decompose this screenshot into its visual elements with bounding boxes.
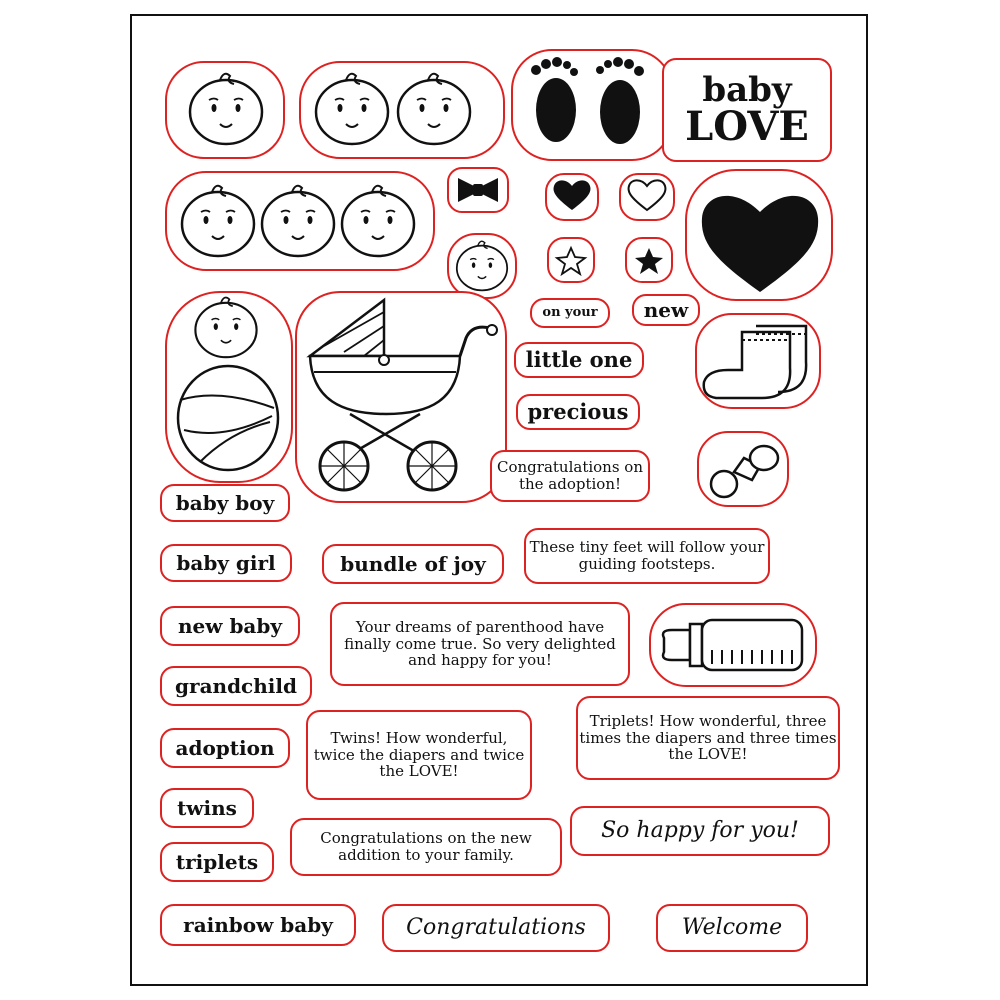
swaddled-baby-icon xyxy=(166,292,292,482)
star-icon xyxy=(626,238,672,282)
little-one-stamp: little one xyxy=(514,342,644,378)
baby-socks-icon xyxy=(696,314,820,408)
congratulations-stamp: Congratulations xyxy=(382,904,610,952)
congrats-adoption-stamp: Congratulations on the adoption! xyxy=(490,450,650,502)
baby-footprints-icon xyxy=(512,50,672,160)
baby-love-line-2: LOVE xyxy=(685,103,809,150)
baby-love-line-1: baby xyxy=(702,70,792,110)
so-happy-stamp: So happy for you! xyxy=(570,806,830,856)
precious-stamp: precious xyxy=(516,394,640,430)
star-outline-icon xyxy=(548,238,594,282)
on-your-stamp: on your xyxy=(530,298,610,328)
baby-boy-stamp: baby boy xyxy=(160,484,290,522)
rainbow-baby-stamp: rainbow baby xyxy=(160,904,356,946)
new-stamp: new xyxy=(632,294,700,326)
bow-tie-icon xyxy=(448,168,508,212)
heart-outline-icon xyxy=(620,174,674,220)
triplets-stamp: triplets xyxy=(160,842,274,882)
heart-icon xyxy=(546,174,598,220)
baby-carriage-icon xyxy=(296,292,506,502)
congrats-addition-stamp: Congratulations on the new addition to your family. xyxy=(290,818,562,876)
baby-girl-stamp: baby girl xyxy=(160,544,292,582)
parenthood-stamp: Your dreams of parenthood have finally come true. So very delighted and happy for you! xyxy=(330,602,630,686)
baby-love-stamp xyxy=(662,58,832,162)
small-baby-face-icon xyxy=(448,234,516,298)
new-baby-stamp: new baby xyxy=(160,606,300,646)
bundle-of-joy-stamp: bundle of joy xyxy=(322,544,504,584)
twins-message-stamp: Twins! How wonderful, twice the diapers and twice the LOVE! xyxy=(306,710,532,800)
baby-bottle-icon xyxy=(650,604,816,686)
adoption-stamp: adoption xyxy=(160,728,290,768)
tiny-feet-stamp: These tiny feet will follow your guiding footsteps. xyxy=(524,528,770,584)
twin-faces-icon xyxy=(300,62,504,158)
pacifier-icon xyxy=(698,432,788,506)
big-heart-icon xyxy=(686,170,832,300)
twins-stamp: twins xyxy=(160,788,254,828)
baby-face-icon xyxy=(166,62,284,158)
triplets-message-stamp: Triplets! How wonderful, three times the diapers and three times the LOVE! xyxy=(576,696,840,780)
triplet-faces-icon xyxy=(166,172,434,270)
grandchild-stamp: grandchild xyxy=(160,666,312,706)
welcome-stamp: Welcome xyxy=(656,904,808,952)
